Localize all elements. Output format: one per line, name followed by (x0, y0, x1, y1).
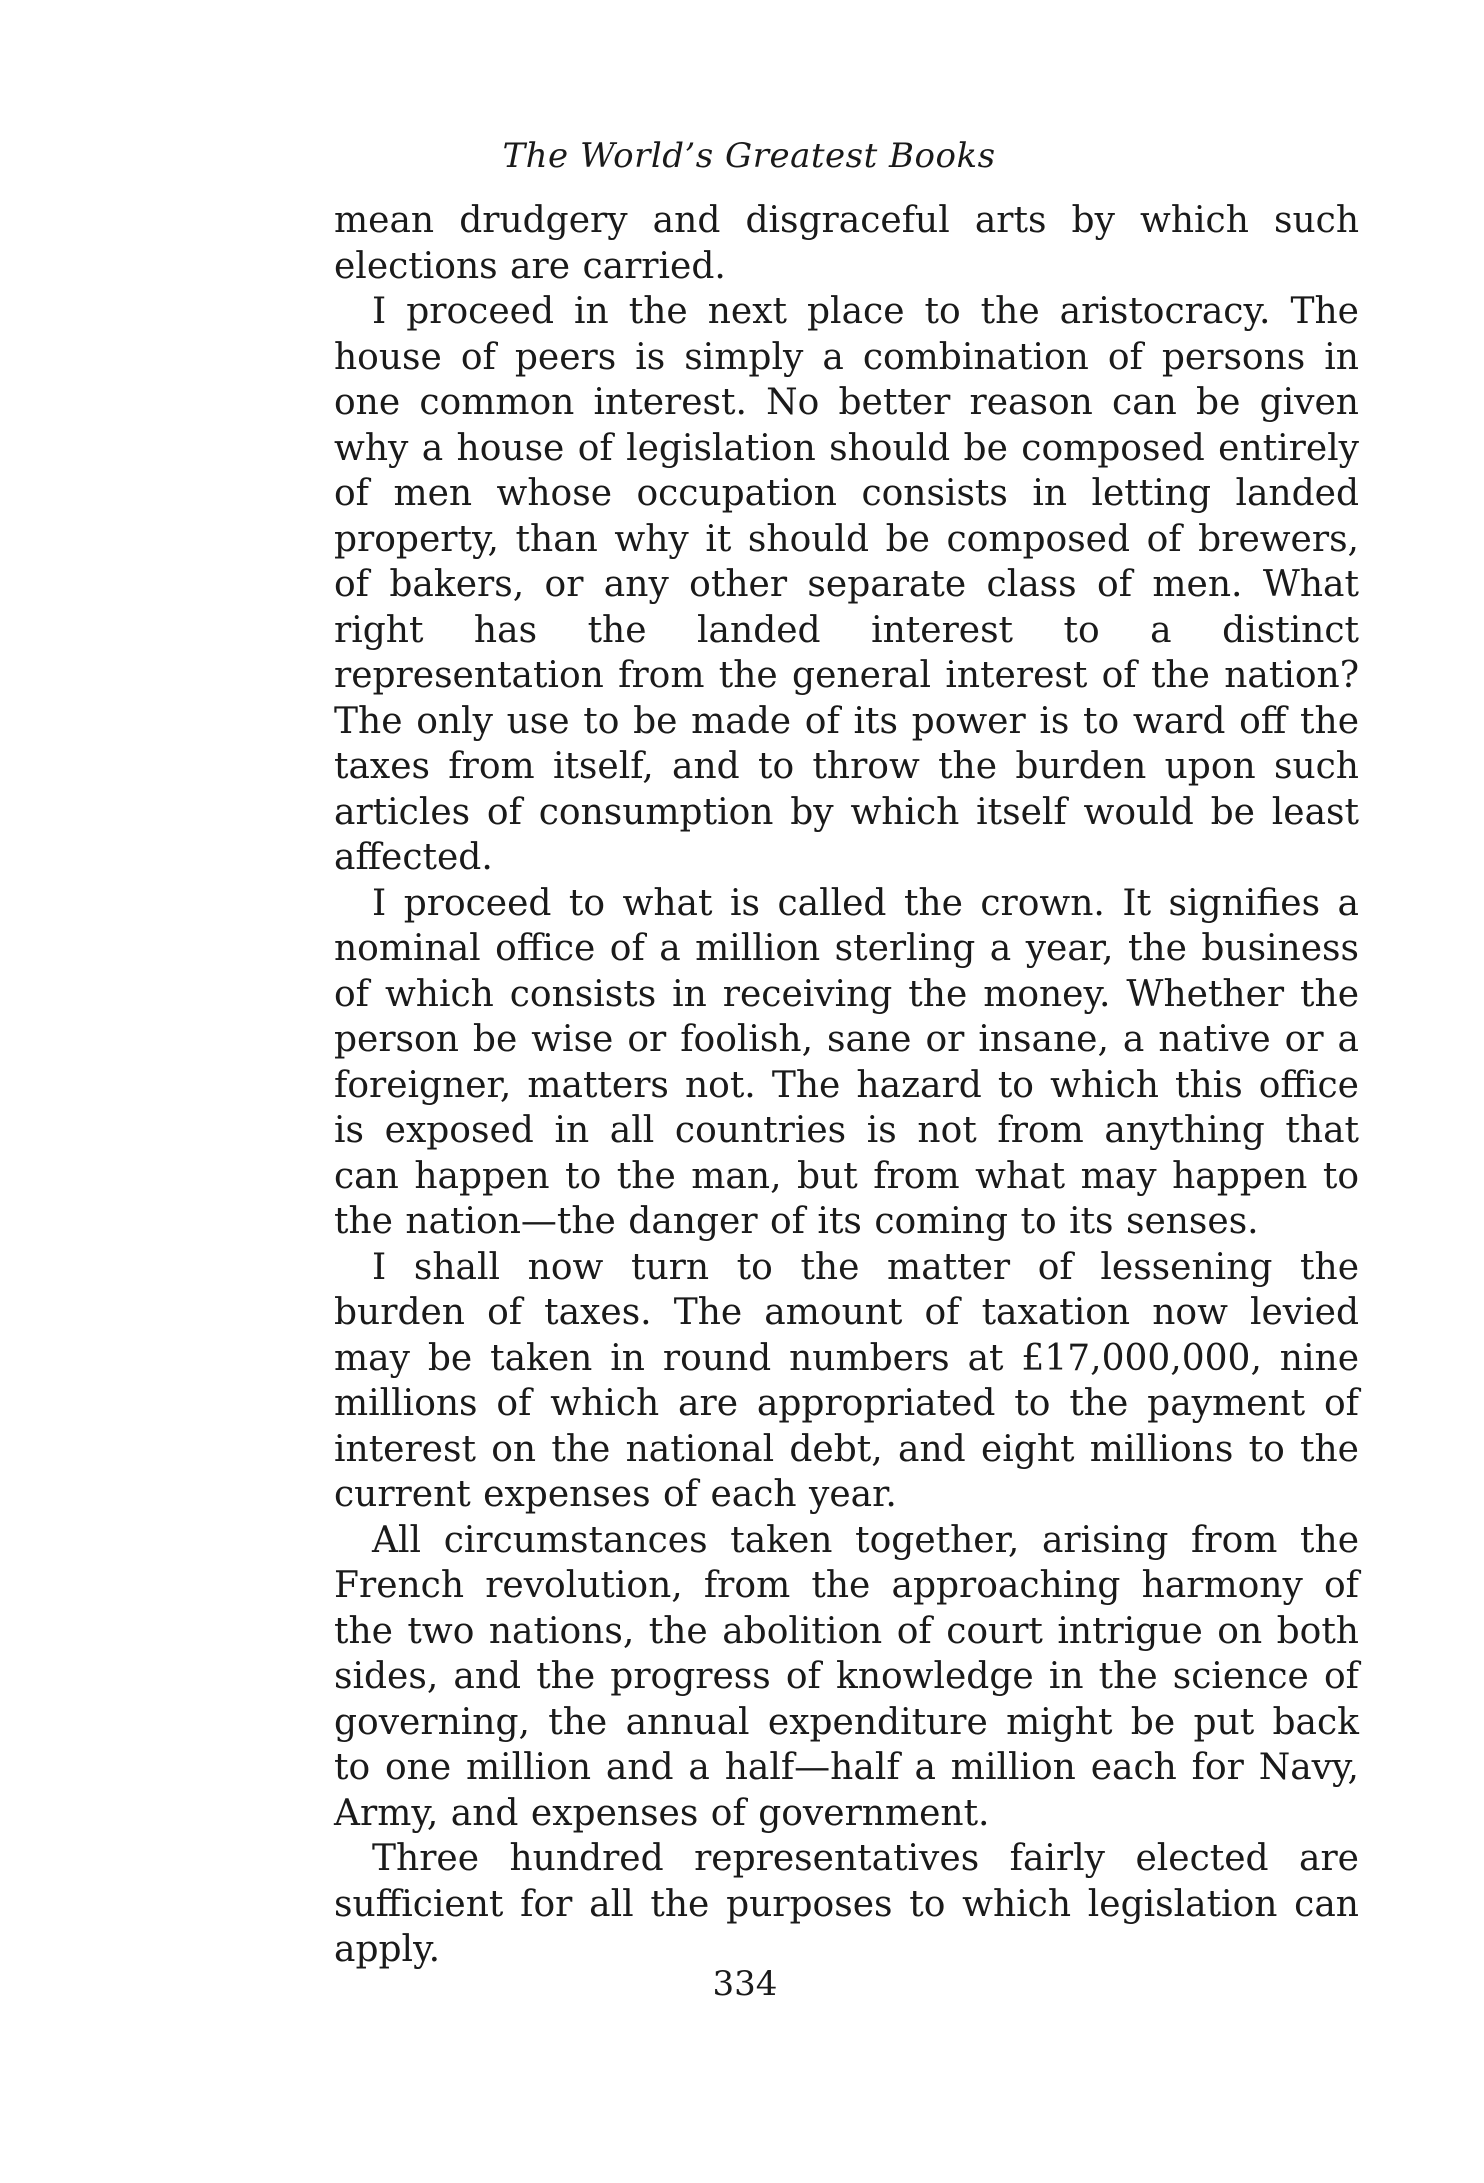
running-head: The World’s Greatest Books (502, 136, 996, 176)
paragraph-continuation: mean drudgery and disgraceful arts by which such elections are carried. (334, 200, 1359, 287)
body-text (334, 198, 1359, 1973)
paragraph-crown: I proceed to what is called the crown. It signifies a nominal office of a million sterling a year, the business of which consists in receiving the money. Whether the person be wise or foolish, sane or insane, a native or a foreigner, matters not. The hazard to which this office is exposed in all countries is not from anything that can happen to the man, but from what may happen to the nation—the danger of its coming to its senses. (334, 882, 1359, 1242)
paragraph-taxes: I shall now turn to the matter of lessening the burden of taxes. The amount of taxation now levied may be taken in round numbers at £17,000,000, nine millions of which are appropriated to the payment of interest on the national debt, and eight millions to the current expenses of each year. (334, 1246, 1359, 1515)
paragraph-aristocracy: I proceed in the next place to the aristocracy. The house of peers is simply a combination of persons in one common interest. No better reason can be given why a house of legislation should be composed entirely of men whose occupation consists in letting landed property, than why it should be composed of brewers, of bakers, or any other separate class of men. What right has the landed interest to a distinct representation from the general interest of the nation? The only use to be made of its power is to ward off the taxes from itself, and to throw the burden upon such articles of consumption by which itself would be least affected. (334, 291, 1359, 878)
page-number: 334 (712, 1964, 778, 2004)
paragraph-expenditure: All circumstances taken together, arising from the French revolution, from the approaching harmony of the two nations, the abolition of court intrigue on both sides, and the progress of knowledge in the science of governing, the annual expenditure might be put back to one million and a half—half a million each for Navy, Army, and expenses of government. (334, 1519, 1359, 1834)
paragraph-representatives: Three hundred representatives fairly elected are sufficient for all the purposes to which legislation can apply. (334, 1838, 1359, 1970)
